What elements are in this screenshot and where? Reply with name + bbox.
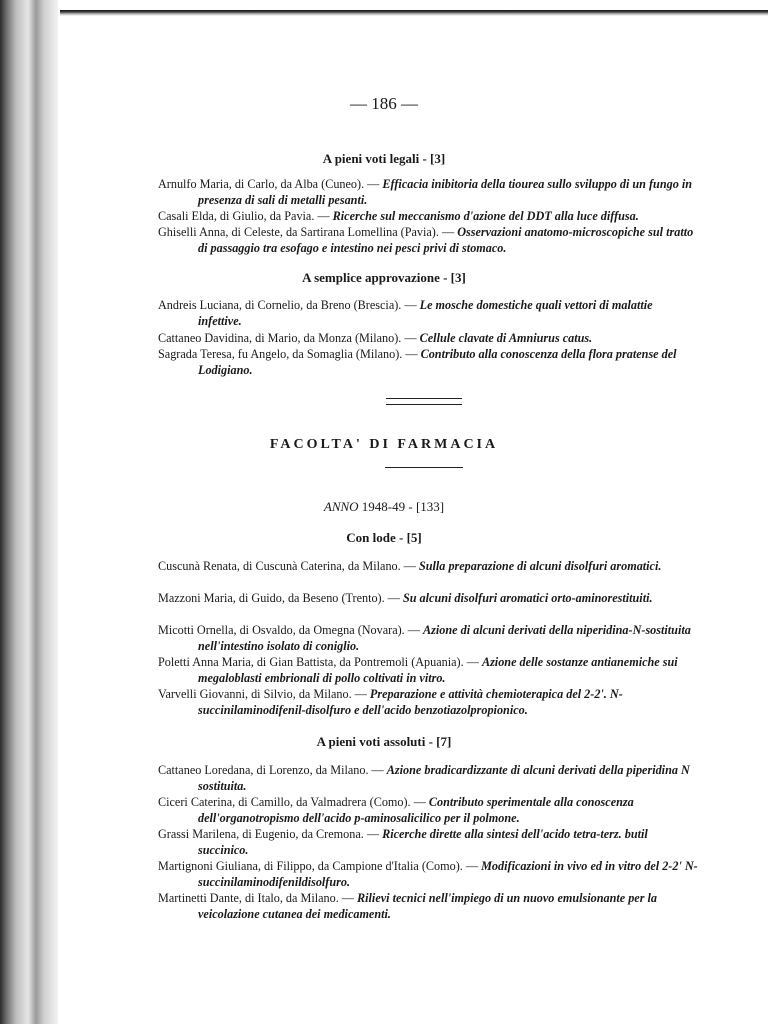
faculty-underline (385, 467, 463, 468)
list-item: Andreis Luciana, di Cornelio, da Breno (Brescia). — Le mosche domestiche quali vettori di malattie infettive. (158, 298, 653, 328)
list-item: Varvelli Giovanni, di Silvio, da Milano. — Preparazione e attività chemioterapica del 2-2'. N-succinilaminodifenil-disolfuro e dell'acido benzotiazolpropionico. (158, 687, 623, 717)
list-item: Cattaneo Davidina, di Mario, da Monza (Milano). — Cellule clavate di Amniurus catus. (158, 331, 593, 345)
section-heading: A pieni voti assoluti - [7] (316, 734, 452, 749)
list-item: Poletti Anna Maria, di Gian Battista, da Pontremoli (Apuania). — Azione delle sostanze antianemiche sui megaloblasti embrionali di pollo coltivati in vitro. (158, 655, 678, 685)
page-number: — 186 — (350, 94, 418, 113)
list-item: Grassi Marilena, di Eugenio, da Cremona. — Ricerche dirette alla sintesi dell'acido tetra-terz. butil succinico. (158, 827, 648, 857)
list-item: Ghiselli Anna, di Celeste, da Sartirana Lomellina (Pavia). — Osservazioni anatomo-microscopiche sul tratto di passaggio tra esofago e intestino nei pesci privi di stomaco. (158, 225, 694, 255)
list-item: Arnulfo Maria, di Carlo, da Alba (Cuneo). — Efficacia inibitoria della tiourea sullo sviluppo di un fungo in presenza di sali di metalli pesanti. (158, 177, 692, 207)
list-item: Mazzoni Maria, di Guido, da Beseno (Trento). — Su alcuni disolfuri aromatici orto-aminorestituiti. (158, 591, 653, 605)
section-heading: A pieni voti legali - [3] (322, 151, 446, 166)
list-item: Cattaneo Loredana, di Lorenzo, da Milano. — Azione bradicardizzante di alcuni derivati della piperidina N sostituita. (158, 763, 690, 793)
list-item: Martinetti Dante, di Italo, da Milano. — Rilievi tecnici nell'impiego di un nuovo emulsionante per la veicolazione cutanea dei medicamenti. (158, 891, 657, 921)
section-divider (386, 398, 462, 405)
list-item: Casali Elda, di Giulio, da Pavia. — Ricerche sul meccanismo d'azione del DDT alla luce diffusa. (158, 209, 639, 223)
section-heading: Con lode - [5] (346, 530, 422, 545)
list-item: Martignoni Giuliana, di Filippo, da Campione d'Italia (Como). — Modificazioni in vivo ed in vitro del 2-2' N-succinilaminodifenildisolfuro. (158, 859, 698, 889)
section-heading: A semplice approvazione - [3] (302, 270, 466, 285)
list-item: Sagrada Teresa, fu Angelo, da Somaglia (Milano). — Contributo alla conoscenza della flora pratense del Lodigiano. (158, 347, 677, 377)
list-item: Ciceri Caterina, di Camillo, da Valmadrera (Como). — Contributo sperimentale alla conoscenza dell'organotropismo dell'acido p-aminosalicilico per il polmone. (158, 795, 634, 825)
top-edge-rule (60, 10, 768, 16)
academic-year: ANNO 1948-49 - [133] (323, 499, 445, 514)
list-item: Micotti Ornella, di Osvaldo, da Omegna (Novara). — Azione di alcuni derivati della niperidina-N-sostituita nell'intestino isolato di coniglio. (158, 623, 691, 653)
list-item: Cuscunà Renata, di Cuscunà Caterina, da Milano. — Sulla preparazione di alcuni disolfuri aromatici. (158, 559, 662, 573)
faculty-title: FACOLTA' DI FARMACIA (269, 437, 499, 452)
